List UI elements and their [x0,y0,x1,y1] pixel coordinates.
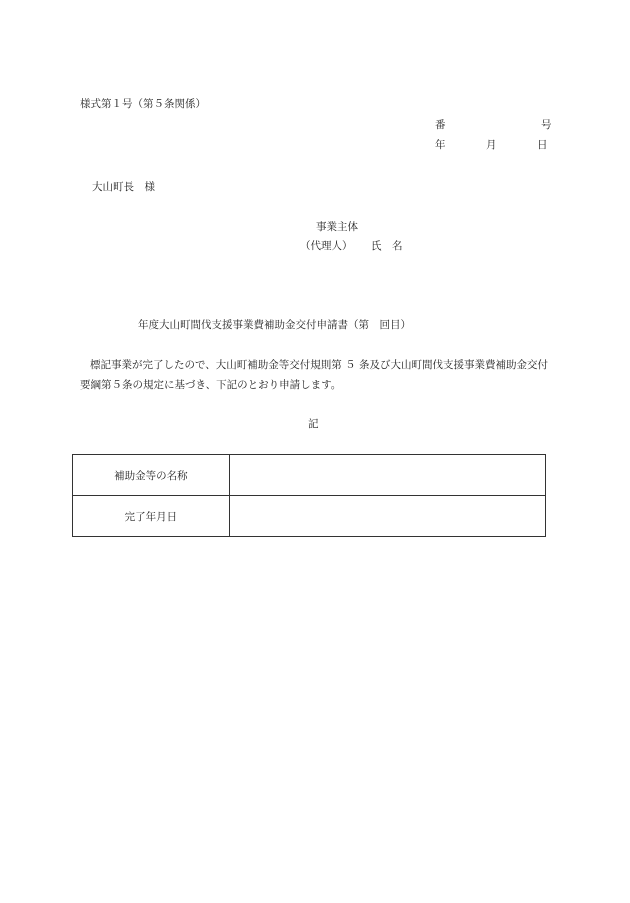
body-text: 標記事業が完了したので、大山町補助金等交付規則第 ５ 条及び大山町間伐支援事業費補助金交付要綱第５条の規定に基づき、下記のとおり申請します。 [80,359,548,391]
addressee: 大山町長 様 [92,181,155,193]
date-year-label: 年 [435,139,446,151]
date-month-label: 月 [486,139,497,151]
table-value-cell[interactable] [229,455,545,496]
date-day-label: 日 [537,139,548,151]
number-suffix: 号 [541,119,552,131]
applicant-title: 事業主体 [316,221,358,233]
table-label-cell: 完了年月日 [73,496,230,537]
applicant-name-label: 氏 名 [371,240,403,252]
applicant-agent-label: （代理人） [300,240,353,252]
info-table [72,454,546,537]
number-label: 番 [435,119,446,131]
table-row [73,496,546,537]
form-number: 様式第１号（第５条関係） [80,98,206,110]
table-label-cell: 補助金等の名称 [73,455,230,496]
ki-heading: 記 [308,418,319,430]
table-value-cell[interactable] [229,496,545,537]
table-row [73,455,546,496]
document-title: 年度大山町間伐支援事業費補助金交付申請書（第 回目） [138,319,411,331]
